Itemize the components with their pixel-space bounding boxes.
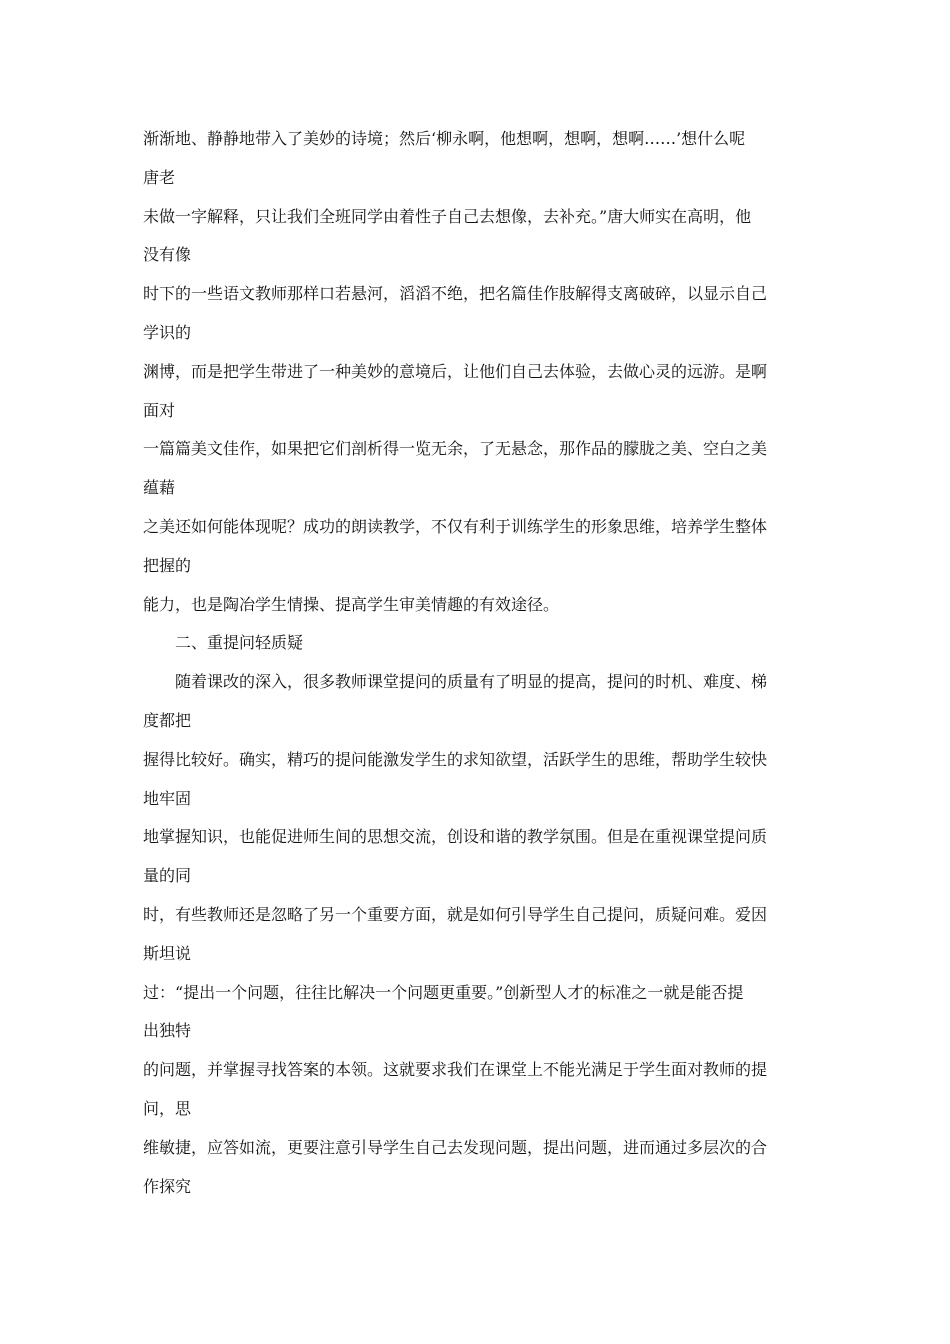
text-line: 能力，也是陶冶学生情操、提高学生审美情趣的有效途径。	[143, 594, 560, 614]
text-line: 没有像	[143, 245, 192, 265]
text-line: 唐老	[143, 167, 176, 187]
text-line: 量的同	[143, 866, 192, 886]
text-line: 维敏捷，应答如流，更要注意引导学生自己去发现问题，提出问题，进而通过多层次的合	[143, 1137, 768, 1157]
text-line: 握得比较好。确实，精巧的提问能激发学生的求知欲望，活跃学生的思维，帮助学生较快	[143, 749, 768, 769]
text-line: 蕴藉	[143, 478, 176, 498]
text-line: 斯坦说	[143, 943, 192, 963]
text-line: 渐渐地、静静地带入了美妙的诗境；然后‘柳永啊，他想啊，想啊，想啊……’想什么呢	[143, 129, 746, 148]
text-line: 面对	[143, 400, 176, 420]
section-heading: 二、重提问轻质疑	[175, 633, 304, 653]
text-line: 时下的一些语文教师那样口若悬河，滔滔不绝，把名篇佳作肢解得支离破碎，以显示自己	[143, 284, 768, 304]
text-line: 学识的	[143, 322, 192, 342]
text-line: 作探究	[143, 1176, 192, 1196]
text-line: 出独特	[143, 1021, 192, 1041]
text-line: 之美还如何能体现呢？成功的朗读教学，不仅有利于训练学生的形象思维，培养学生整体	[143, 516, 768, 536]
text-line: 过：“提出一个问题，往往比解决一个问题更重要。”创新型人才的标准之一就是能否提	[143, 982, 744, 1002]
text-line: 问，思	[143, 1098, 192, 1118]
text-line: 一篇篇美文佳作，如果把它们剖析得一览无余，了无悬念，那作品的朦胧之美、空白之美	[143, 439, 768, 459]
text-line: 随着课改的深入，很多教师课堂提问的质量有了明显的提高，提问的时机、难度、梯	[175, 672, 768, 692]
text-line: 把握的	[143, 555, 192, 575]
text-line: 地掌握知识，也能促进师生间的思想交流，创设和谐的教学氛围。但是在重视课堂提问质	[143, 827, 768, 847]
text-line: 时，有些教师还是忽略了另一个重要方面，就是如何引导学生自己提问，质疑问难。爱因	[143, 904, 768, 924]
document-body	[143, 120, 811, 1206]
text-line: 的问题，并掌握寻找答案的本领。这就要求我们在课堂上不能光满足于学生面对教师的提	[143, 1060, 768, 1080]
text-line: 未做一字解释，只让我们全班同学由着性子自己去想像，去补充。”唐大师实在高明，他	[143, 206, 752, 226]
text-line: 度都把	[143, 710, 192, 730]
text-line: 地牢固	[143, 788, 192, 808]
text-line: 渊博，而是把学生带进了一种美妙的意境后，让他们自己去体验，去做心灵的远游。是啊	[143, 361, 768, 381]
